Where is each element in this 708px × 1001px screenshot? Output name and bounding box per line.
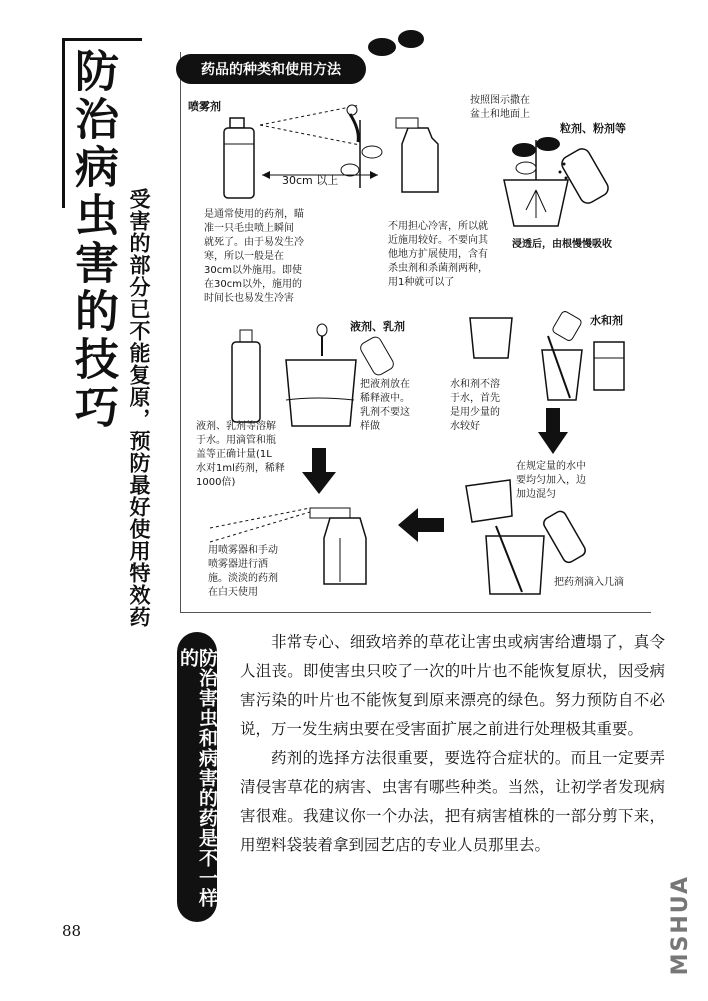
arrow-down-icon: [302, 448, 336, 494]
caption-line: 样做: [360, 421, 380, 432]
page-title: 防治病虫害的技巧: [67, 48, 118, 432]
caption-line: 在规定量的水中: [516, 461, 586, 472]
caption-line: 施。淡淡的药剂: [208, 573, 278, 584]
liquid-label: 液剂、乳剂: [350, 320, 405, 333]
caption-line: 在白天使用: [208, 587, 258, 598]
page-subtitle: 受害的部分已不能复原，预防最好使用特效药: [127, 188, 152, 628]
decor-blob: [368, 38, 396, 56]
caption-line: 喷雾器进行洒: [208, 559, 268, 570]
caption-line: 于水。用滴管和瓶: [196, 435, 276, 446]
caption-line: 于水，首先: [450, 393, 500, 404]
caption-line: 是通常使用的药剂，瞄: [204, 209, 304, 220]
decor-blob: [398, 30, 424, 48]
caption-line: 盖等正确计量(1L: [196, 449, 272, 460]
caption-line: 乳剂不要这: [360, 407, 410, 418]
title-rule-horizontal: [62, 38, 142, 41]
caption-line: 不用担心冷害，所以就: [388, 221, 488, 232]
caption-line: 加边混匀: [516, 489, 556, 500]
caption-line: 把液剂放在: [360, 379, 410, 390]
liquid-caption: [196, 420, 306, 490]
arrow-left-icon: [398, 508, 444, 542]
caption-line: 杀虫剂和杀菌剂两种，: [388, 263, 488, 274]
caption-line: 液剂、乳剂等溶解: [196, 421, 276, 432]
caption-line: 时间长也易发生冷害: [204, 293, 294, 304]
spray-label: 喷雾剂: [188, 100, 221, 113]
spray-caption-1: [204, 208, 344, 306]
page-number: 88: [62, 922, 82, 940]
caption-line: 他地方扩展使用，含有: [388, 249, 488, 260]
liquid-note: [360, 378, 430, 434]
granule-label: 粒剂、粉剂等: [560, 122, 626, 135]
wettable-label: 水和剂: [590, 314, 623, 327]
arrow-down-icon: [538, 408, 568, 454]
caption-line: 在30cm以外，施用的: [204, 279, 302, 290]
body-text: [240, 628, 665, 860]
wettable-caption-1: [450, 378, 520, 434]
body-paragraph: 药剂的选择方法很重要，要选符合症状的。而且一定要弄清侵害草花的病害、虫害有哪些种类。当然，让初学者发现病害很难。我建议你一个办法，把有病害植株的一部分剪下来，用塑料袋装着拿到园艺店的专业人员那里去。: [240, 749, 665, 854]
illustration-header: 药品的种类和使用方法: [176, 54, 366, 84]
sprayer-caption: [208, 544, 308, 600]
distance-label: 30cm 以上: [282, 174, 339, 187]
caption-line: 水较好: [450, 421, 480, 432]
caption-line: 寒，所以一般是在: [204, 251, 284, 262]
caption-line: 30cm以外施用。即使: [204, 265, 302, 276]
caption-line: 稀释液中。: [360, 393, 410, 404]
caption-line: 盆土和地面上: [470, 109, 530, 120]
granule-caption: 浸透后，由根慢慢吸收: [512, 239, 612, 250]
powder-can-icon: [556, 140, 616, 210]
caption-line: 就死了。由于易发生冷: [204, 237, 304, 248]
spray-caption-2: [388, 220, 518, 290]
caption-line: 水和剂不溶: [450, 379, 500, 390]
caption-line: 用1种就可以了: [388, 277, 455, 288]
side-tag-text: 防治害虫和病害的药是不一样的: [177, 648, 218, 908]
trigger-sprayer-icon: [388, 108, 448, 198]
wettable-caption-3: 把药剂滴入几滴: [554, 577, 624, 588]
caption-line: 要均匀加入，边: [516, 475, 586, 486]
caption-line: 水对1ml药剂，稀释: [196, 463, 285, 474]
section-side-tag: [177, 632, 217, 922]
body-paragraph: 非常专心、细致培养的草花让害虫或病害给遭塌了，真令人沮丧。即使害虫只咬了一次的叶片也不能恢复原状，因受病害污染的叶片也不能恢复到原来漂亮的绿色。努力预防自不必说，万一发生病虫要在受害面扩展之前进行处理极其重要。: [240, 633, 665, 738]
caption-line: 用喷雾器和手动: [208, 545, 278, 556]
caption-line: 准一只毛虫喷上瞬间: [204, 223, 294, 234]
granule-note: [470, 94, 570, 122]
caption-line: 是用少量的: [450, 407, 500, 418]
caption-line: 近施用较好。不要向其: [388, 235, 488, 246]
caption-line: 按照图示撒在: [470, 95, 530, 106]
caption-line: 1000倍): [196, 477, 236, 488]
watermark: MSHUA: [668, 875, 693, 976]
title-rule-vertical: [62, 38, 65, 208]
